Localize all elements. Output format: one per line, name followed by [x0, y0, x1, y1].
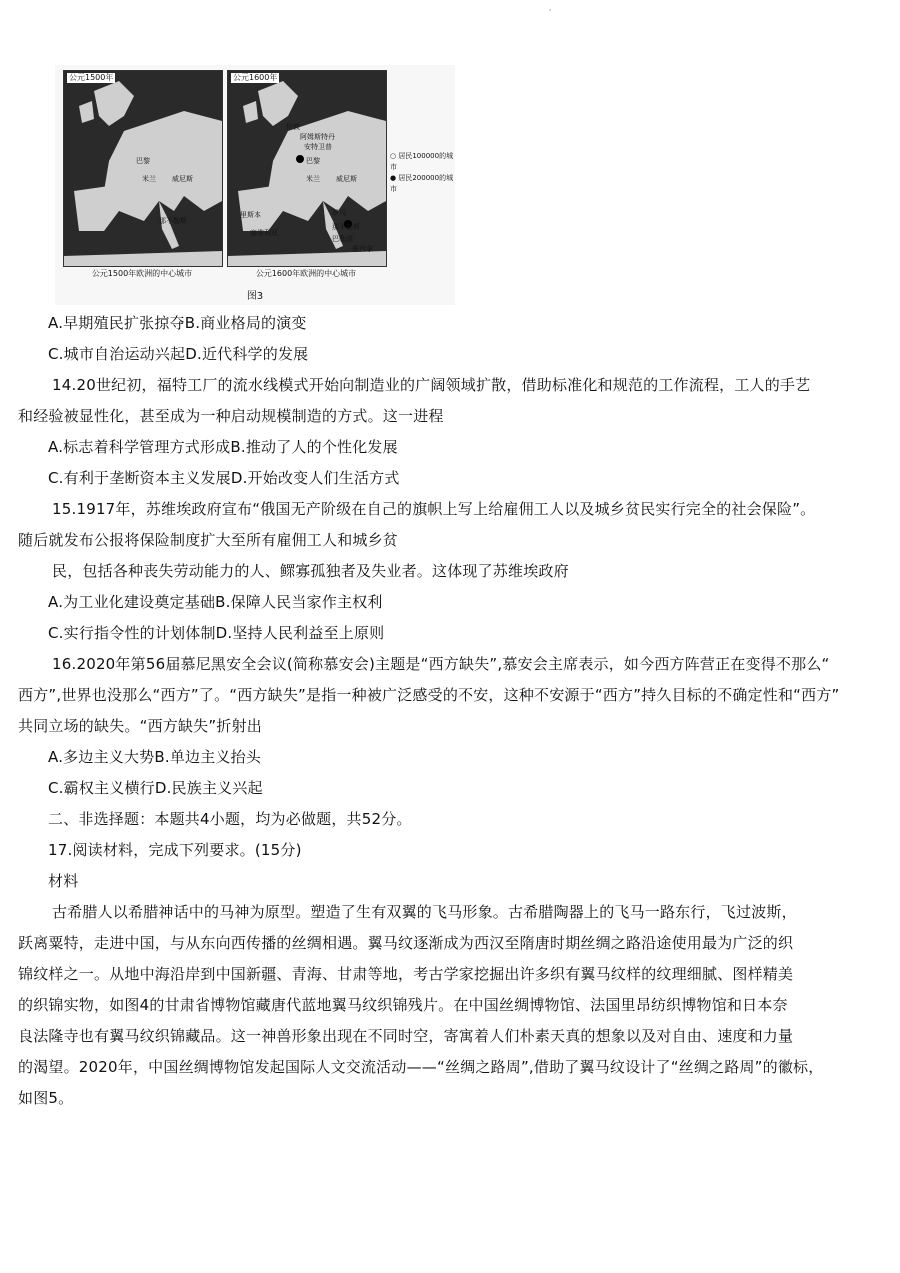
page-mark: '	[549, 8, 552, 17]
material-text: 跃离粟特，走进中国，与从东向西传播的丝绸相遇。翼马纹逐渐成为西汉至隋唐时期丝绸之路沿途使用最为广泛的织	[18, 934, 794, 952]
map-1600-caption: 公元1600年欧洲的中心城市	[255, 269, 357, 278]
section-heading: 二、非选择题：本题共4小题，均为必做题，共52分。	[48, 810, 412, 828]
city-label: 阿姆斯特丹	[300, 133, 335, 141]
question-text: 随后就发布公报将保险制度扩大至所有雇佣工人和城乡贫	[18, 531, 399, 549]
legend-item: ○ 居民100000的城市	[390, 152, 454, 171]
question-text: 共同立场的缺失。“西方缺失”折射出	[18, 717, 262, 735]
city-label: 巴勒莫	[332, 235, 353, 243]
option-line: A.为工业化建设奠定基础B.保障人民当家作主权利	[48, 593, 383, 611]
city-label: 那不勒斯	[159, 217, 187, 225]
city-label: 墨西拿	[352, 245, 373, 253]
city-label: 巴黎	[136, 157, 150, 165]
legend-item: ● 居民200000的城市	[390, 174, 454, 193]
question-14: 14.20世纪初，福特工厂的流水线模式开始向制造业的广阔领域扩散，借助标准化和规范的工作流程，工人的手艺	[52, 376, 811, 394]
city-label: 威尼斯	[336, 175, 357, 183]
map-1500	[63, 70, 223, 267]
option-line: C.城市自治运动兴起D.近代科学的发展	[48, 345, 309, 363]
map-1500-era: 公元1500年	[69, 73, 114, 82]
map-1600	[227, 70, 387, 267]
material-text: 锦纹样之一。从地中海沿岸到中国新疆、青海、甘肃等地，考古学家挖掘出许多织有翼马纹样的纹理细腻、图样精美	[18, 965, 794, 983]
option-line: A.早期殖民扩张掠夺B.商业格局的演变	[48, 314, 307, 332]
material-text: 的织锦实物，如图4的甘肃省博物馆藏唐代蓝地翼马纹织锦残片。在中国丝绸博物馆、法国里昂纺织博物馆和日本奈	[18, 996, 788, 1014]
option-line: A.多边主义大势B.单边主义抬头	[48, 748, 262, 766]
city-label: 安特卫普	[304, 143, 332, 151]
city-label: 巴黎	[306, 157, 320, 165]
map-1600-era: 公元1600年	[233, 73, 278, 82]
option-line: C.霸权主义横行D.民族主义兴起	[48, 779, 263, 797]
figure-label: 图3	[246, 291, 264, 302]
city-label: 罗马	[332, 209, 346, 217]
option-line: A.标志着科学管理方式形成B.推动了人的个性化发展	[48, 438, 398, 456]
figure-3-maps	[55, 65, 455, 305]
city-label: 那不勒斯	[332, 223, 360, 231]
city-label: 里斯本	[240, 211, 261, 219]
map-1500-caption: 公元1500年欧洲的中心城市	[91, 269, 193, 278]
city-label: 米兰	[306, 175, 320, 183]
question-15: 15.1917年，苏维埃政府宣布“俄国无产阶级在自己的旗帜上写上给雇佣工人以及城乡贫民实行完全的社会保险”。	[52, 500, 816, 518]
question-text: 民，包括各种丧失劳动能力的人、鳏寡孤独者及失业者。这体现了苏维埃政府	[52, 562, 569, 580]
question-text: 和经验被显性化，甚至成为一种启动规模制造的方式。这一进程	[18, 407, 444, 425]
material-text: 如图5。	[18, 1089, 74, 1107]
question-17: 17.阅读材料，完成下列要求。(15分)	[48, 841, 302, 859]
option-line: C.有利于垄断资本主义发展D.开始改变人们生活方式	[48, 469, 400, 487]
material-text: 良法隆寺也有翼马纹织锦藏品。这一神兽形象出现在不同时空，寄寓着人们朴素天真的想象以及对自由、速度和力量	[18, 1027, 794, 1045]
city-label: 米兰	[142, 175, 156, 183]
question-16: 16.2020年第56届慕尼黑安全会议(简称慕安会)主题是“西方缺失”,慕安会主席表示，如今西方阵营正在变得不那么“	[52, 655, 830, 673]
option-line: C.实行指令性的计划体制D.坚持人民利益至上原则	[48, 624, 385, 642]
map-legend	[390, 151, 455, 195]
city-label: 伦敦	[286, 123, 300, 131]
material-label: 材料	[48, 872, 79, 890]
material-text: 的渴望。2020年，中国丝绸博物馆发起国际人文交流活动——“丝绸之路周”,借助了翼马纹设计了“丝绸之路周”的徽标，	[18, 1058, 824, 1076]
map-1500-land	[64, 71, 222, 266]
city-label: 威尼斯	[172, 175, 193, 183]
question-text: 西方”,世界也没那么“西方”了。“西方缺失”是指一种被广泛感受的不安，这种不安源于“西方”持久目标的不确定性和“西方”	[18, 686, 840, 704]
material-text: 古希腊人以希腊神话中的马神为原型。塑造了生有双翼的飞马形象。古希腊陶器上的飞马一路东行，飞过波斯，	[52, 903, 797, 921]
city-label: 塞维利亚	[250, 229, 278, 237]
